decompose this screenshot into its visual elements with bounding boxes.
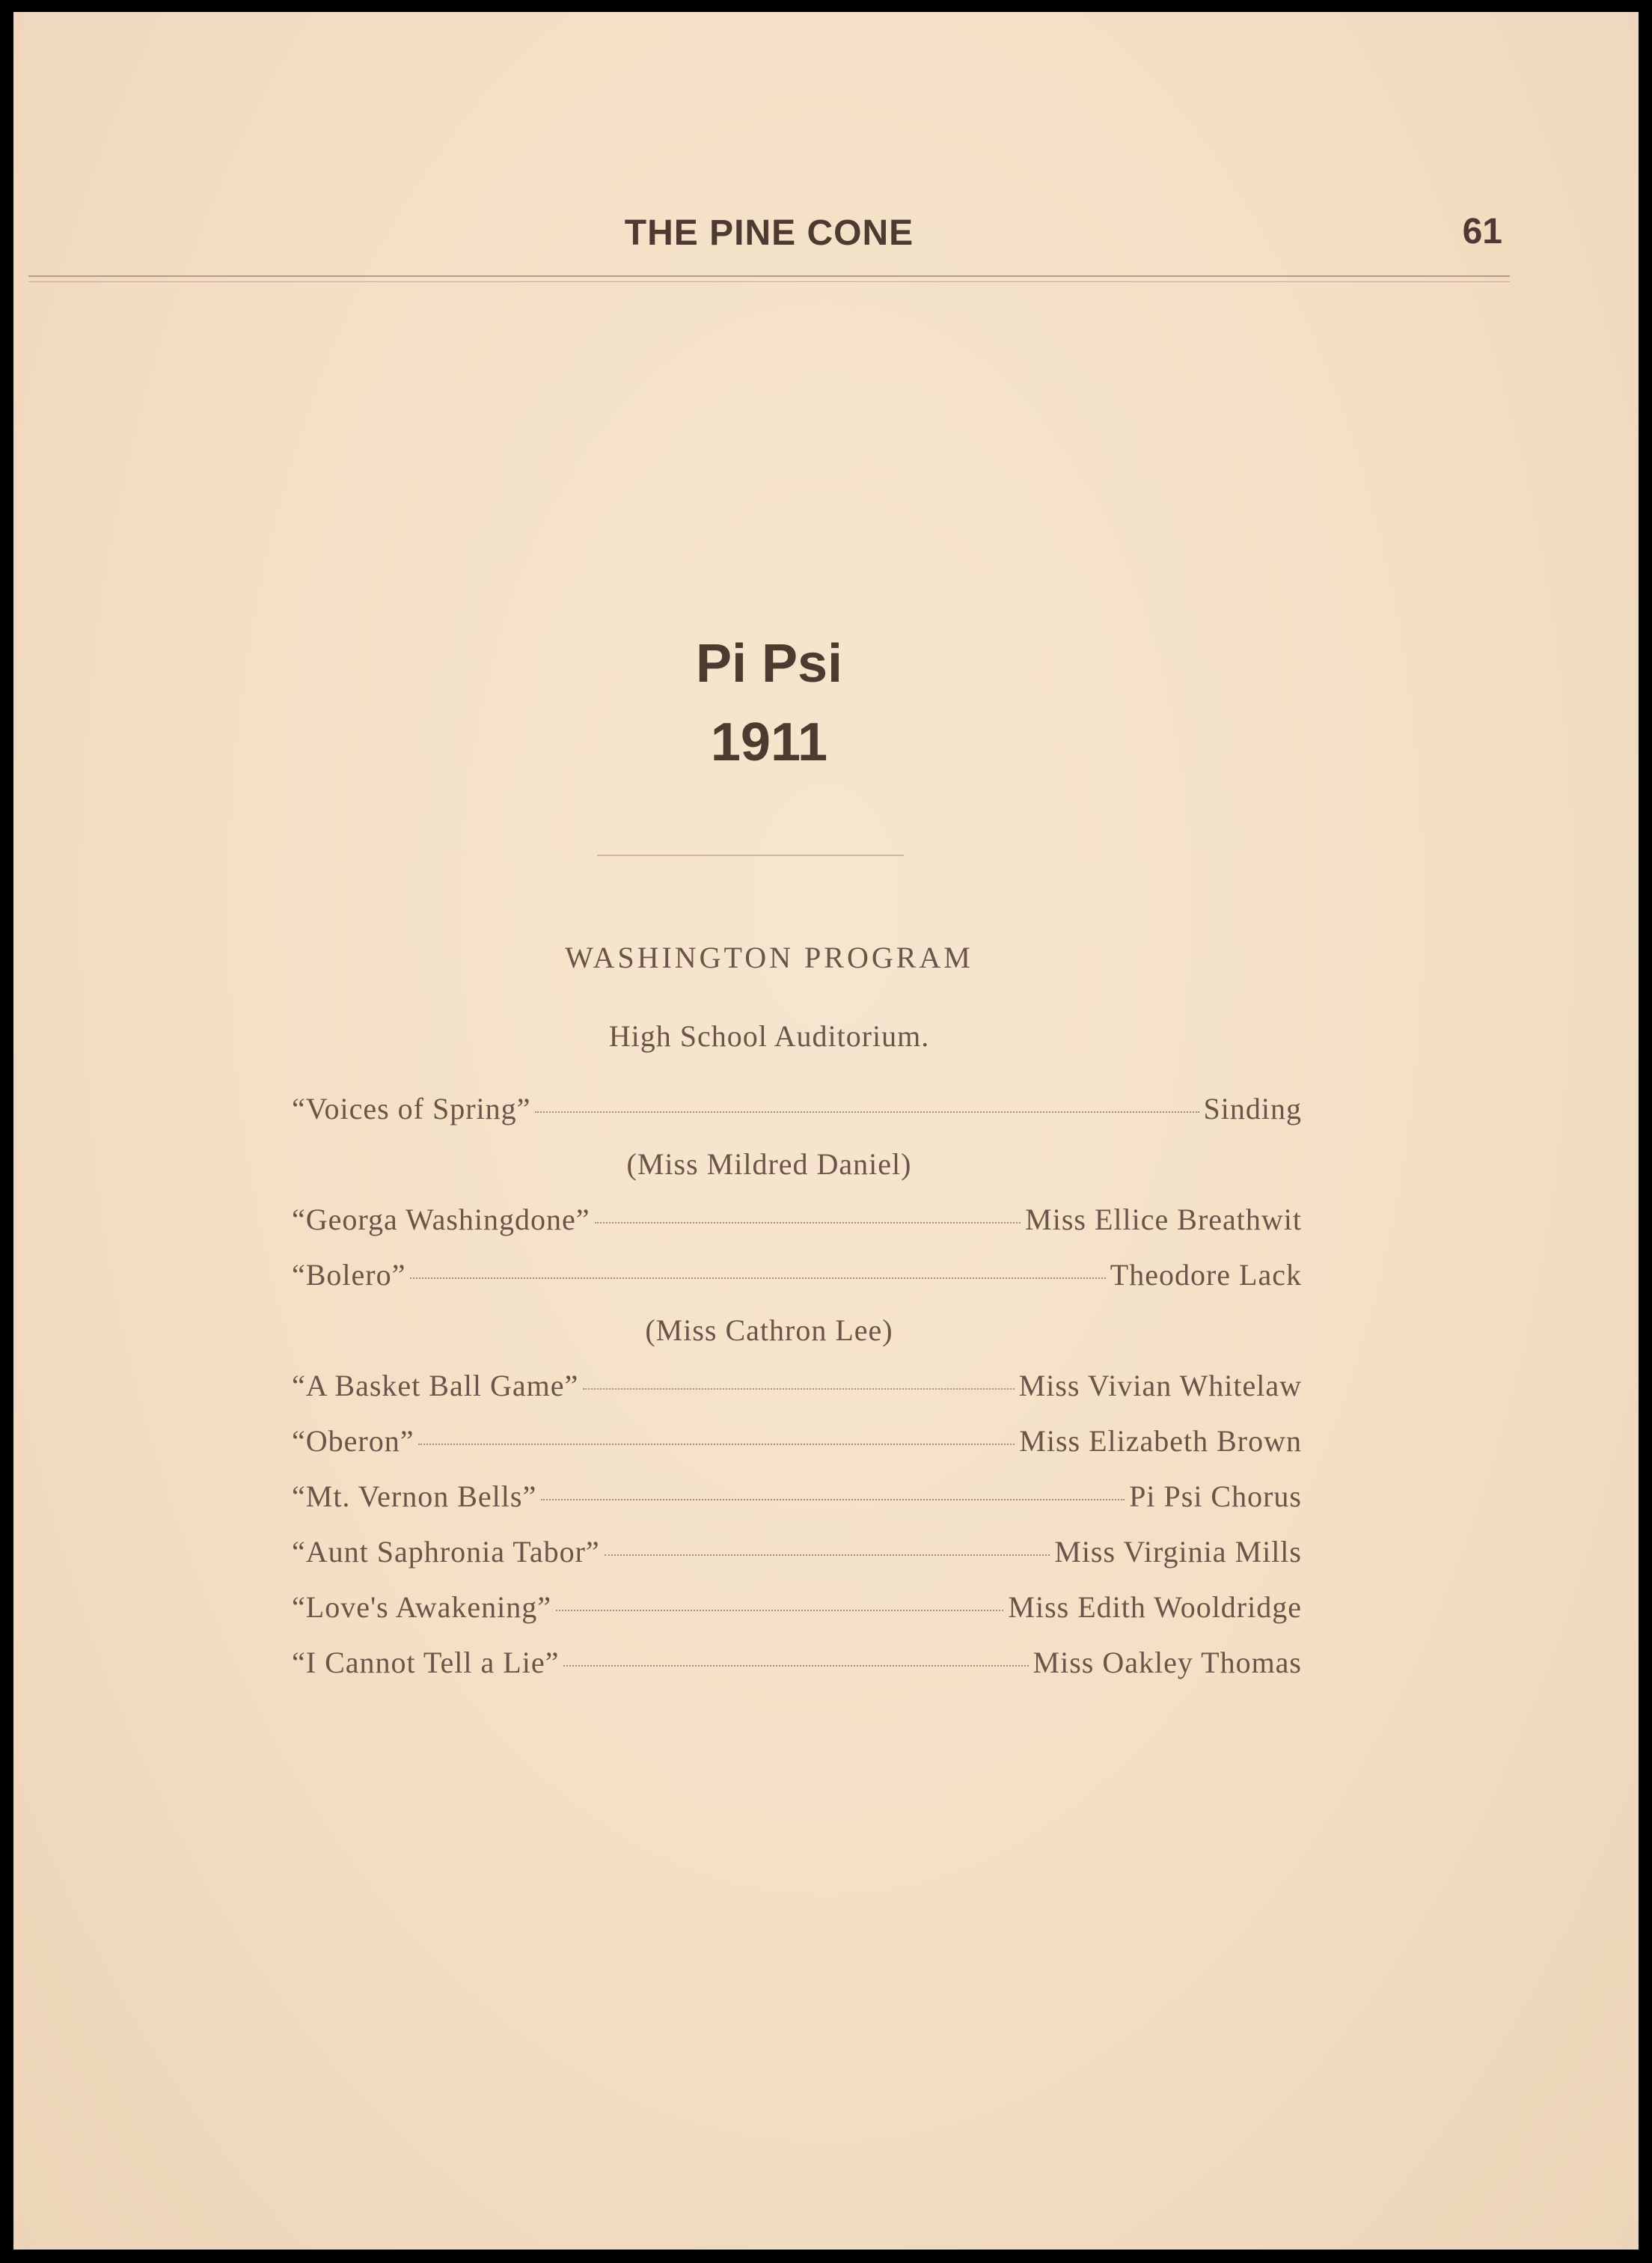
- program-item: “Mt. Vernon Bells”: [292, 1479, 537, 1513]
- program-note: (Miss Mildred Daniel): [626, 1147, 912, 1181]
- program-performer: Miss Ellice Breathwit: [1025, 1203, 1302, 1236]
- header-rule-secondary: [28, 281, 1510, 282]
- dot-leader: [583, 1388, 1014, 1390]
- dot-leader: [418, 1444, 1015, 1445]
- title-divider: [597, 855, 904, 856]
- program-row: [292, 1589, 1302, 1631]
- program-item: “Georga Washingdone”: [292, 1203, 590, 1236]
- dot-leader: [535, 1111, 1199, 1113]
- program-item: “Aunt Saphronia Tabor”: [292, 1535, 600, 1569]
- program-performer: Miss Elizabeth Brown: [1019, 1424, 1302, 1458]
- program-row: [292, 1091, 1302, 1133]
- program-venue: High School Auditorium.: [608, 1019, 930, 1053]
- section-year: 1911: [710, 712, 828, 772]
- program-title: WASHINGTON PROGRAM: [565, 941, 973, 974]
- program-performer: Sinding: [1203, 1092, 1302, 1126]
- dot-leader: [541, 1499, 1125, 1500]
- header-rule: [28, 275, 1510, 277]
- program-performer: Miss Vivian Whitelaw: [1018, 1369, 1302, 1402]
- dot-leader: [410, 1277, 1105, 1279]
- page-number: 61: [1462, 212, 1502, 251]
- program-row: [292, 1479, 1302, 1521]
- program-performer: Miss Virginia Mills: [1054, 1535, 1302, 1569]
- program-note: (Miss Cathron Lee): [645, 1313, 893, 1347]
- program-row: [292, 1368, 1302, 1410]
- program-performer: Theodore Lack: [1110, 1258, 1302, 1292]
- program-row: [292, 1534, 1302, 1576]
- program-performer: Pi Psi Chorus: [1129, 1479, 1302, 1513]
- program-performer: Miss Edith Wooldridge: [1008, 1590, 1302, 1624]
- program-performer: Miss Oakley Thomas: [1032, 1646, 1302, 1679]
- program-item: “Love's Awakening”: [292, 1590, 551, 1624]
- program-item: “A Basket Ball Game”: [292, 1369, 579, 1402]
- program-row: [292, 1202, 1302, 1244]
- dot-leader: [563, 1665, 1028, 1667]
- program-item: “Bolero”: [292, 1258, 406, 1292]
- program-row: [292, 1423, 1302, 1465]
- section-title: Pi Psi: [695, 634, 843, 694]
- program-row: [292, 1257, 1302, 1299]
- program-item: “Voices of Spring”: [292, 1092, 531, 1126]
- program-item: “I Cannot Tell a Lie”: [292, 1646, 560, 1679]
- dot-leader: [605, 1554, 1050, 1556]
- dot-leader: [595, 1222, 1021, 1224]
- program-item: “Oberon”: [292, 1424, 414, 1458]
- program-row: [292, 1645, 1302, 1687]
- dot-leader: [556, 1610, 1003, 1611]
- document-page: [13, 12, 1639, 2250]
- running-header-title: THE PINE CONE: [624, 213, 914, 253]
